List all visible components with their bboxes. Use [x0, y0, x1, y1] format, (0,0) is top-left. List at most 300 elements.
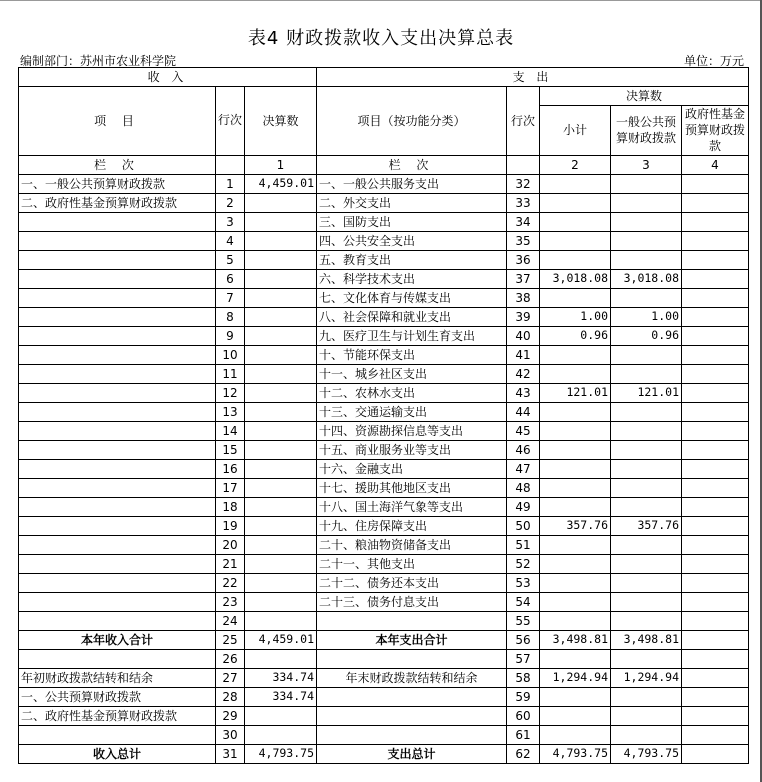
general-budget-cell [611, 288, 682, 307]
subtotal-cell [540, 725, 611, 744]
gov-fund-cell [682, 649, 749, 668]
table-row [19, 345, 749, 364]
income-item-cell [19, 573, 216, 592]
income-amount-cell [245, 383, 317, 402]
expense-item-cell: 年末财政拨款结转和结余 [317, 668, 507, 687]
income-amount-cell [245, 345, 317, 364]
expense-item-cell: 八、社会保障和就业支出 [317, 307, 507, 326]
income-item-cell [19, 402, 216, 421]
general-budget-cell [611, 193, 682, 212]
income-item-cell: 年初财政拨款结转和结余 [19, 668, 216, 687]
income-item-cell [19, 307, 216, 326]
subtotal-cell [540, 649, 611, 668]
table-row [19, 250, 749, 269]
income-row-no-cell: 19 [216, 516, 245, 535]
subtotal-cell [540, 535, 611, 554]
table-row [19, 535, 749, 554]
income-amount-cell [245, 231, 317, 250]
general-budget-cell [611, 250, 682, 269]
income-amount-cell [245, 611, 317, 630]
col-index-empty-1 [216, 155, 245, 174]
general-budget-cell [611, 364, 682, 383]
income-row-no-cell: 9 [216, 326, 245, 345]
table-row [19, 706, 749, 725]
income-row-no-cell: 25 [216, 630, 245, 649]
final-amount-header: 决算数 [245, 87, 317, 156]
expense-row-no-cell: 53 [507, 573, 540, 592]
income-section-header: 收 入 [19, 68, 317, 87]
income-amount-cell [245, 250, 317, 269]
income-item-cell [19, 459, 216, 478]
income-row-no-cell: 4 [216, 231, 245, 250]
general-budget-cell [611, 725, 682, 744]
subtotal-cell [540, 554, 611, 573]
subtotal-cell [540, 288, 611, 307]
expense-row-no-cell: 41 [507, 345, 540, 364]
expense-item-cell: 十、节能环保支出 [317, 345, 507, 364]
table-row [19, 497, 749, 516]
income-row-no-cell: 14 [216, 421, 245, 440]
income-amount-cell [245, 364, 317, 383]
general-budget-header: 一般公共预算财政拨款 [611, 106, 682, 156]
table-row [19, 174, 749, 193]
col-index-4: 4 [682, 155, 749, 174]
header-row-sections [19, 68, 749, 87]
gov-fund-cell [682, 402, 749, 421]
general-budget-cell: 1.00 [611, 307, 682, 326]
unit-label: 单位：万元 [683, 54, 744, 68]
gov-fund-cell [682, 554, 749, 573]
gov-fund-cell [682, 573, 749, 592]
subtotal-cell: 4,793.75 [540, 744, 611, 763]
subtotal-cell [540, 459, 611, 478]
income-item-cell [19, 326, 216, 345]
income-item-cell: 二、政府性基金预算财政拨款 [19, 706, 216, 725]
expense-item-cell [317, 725, 507, 744]
table-row [19, 725, 749, 744]
expense-row-no-cell: 60 [507, 706, 540, 725]
income-item-cell [19, 725, 216, 744]
subtotal-cell [540, 592, 611, 611]
subtotal-cell [540, 421, 611, 440]
gov-fund-cell [682, 326, 749, 345]
gov-fund-cell [682, 611, 749, 630]
income-row-no-cell: 30 [216, 725, 245, 744]
income-row-no-cell: 20 [216, 535, 245, 554]
gov-fund-cell [682, 364, 749, 383]
expense-item-cell [317, 687, 507, 706]
income-amount-cell [245, 478, 317, 497]
expense-row-no-cell: 58 [507, 668, 540, 687]
income-row-no-cell: 28 [216, 687, 245, 706]
table-row [19, 668, 749, 687]
general-budget-cell: 0.96 [611, 326, 682, 345]
general-budget-cell [611, 440, 682, 459]
subtotal-cell [540, 687, 611, 706]
expense-row-no-cell: 61 [507, 725, 540, 744]
income-item-cell [19, 535, 216, 554]
subtotal-cell [540, 497, 611, 516]
income-item-cell [19, 383, 216, 402]
col-index-2: 2 [540, 155, 611, 174]
row-no-header-2: 行次 [507, 87, 540, 156]
table-row [19, 440, 749, 459]
gov-fund-cell [682, 535, 749, 554]
table-row [19, 611, 749, 630]
gov-fund-cell [682, 592, 749, 611]
budget-summary-table [18, 67, 749, 764]
gov-fund-cell [682, 440, 749, 459]
gov-fund-header: 政府性基金预算财政拨款 [682, 106, 749, 156]
general-budget-cell: 357.76 [611, 516, 682, 535]
expense-row-no-cell: 52 [507, 554, 540, 573]
income-row-no-cell: 24 [216, 611, 245, 630]
gov-fund-cell [682, 459, 749, 478]
expense-item-cell: 二十、粮油物资储备支出 [317, 535, 507, 554]
general-budget-cell [611, 687, 682, 706]
expense-item-cell: 十一、城乡社区支出 [317, 364, 507, 383]
income-row-no-cell: 2 [216, 193, 245, 212]
income-amount-cell [245, 725, 317, 744]
table-row [19, 402, 749, 421]
expense-item-cell: 十四、资源勘探信息等支出 [317, 421, 507, 440]
table-row [19, 269, 749, 288]
table-row [19, 421, 749, 440]
expense-item-cell: 二十二、债务还本支出 [317, 573, 507, 592]
expense-row-no-cell: 37 [507, 269, 540, 288]
page-title: 表4 财政拨款收入支出决算总表 [247, 28, 515, 49]
expense-row-no-cell: 59 [507, 687, 540, 706]
expense-row-no-cell: 35 [507, 231, 540, 250]
table-row [19, 231, 749, 250]
general-budget-cell [611, 611, 682, 630]
general-budget-cell [611, 706, 682, 725]
general-budget-cell [611, 649, 682, 668]
subtotal-cell: 3,498.81 [540, 630, 611, 649]
subtotal-cell: 121.01 [540, 383, 611, 402]
expense-item-cell: 十三、交通运输支出 [317, 402, 507, 421]
income-amount-cell [245, 554, 317, 573]
income-item-cell [19, 440, 216, 459]
subtotal-cell: 357.76 [540, 516, 611, 535]
income-row-no-cell: 29 [216, 706, 245, 725]
subtotal-cell: 3,018.08 [540, 269, 611, 288]
income-item-cell [19, 497, 216, 516]
expense-row-no-cell: 34 [507, 212, 540, 231]
table-row [19, 516, 749, 535]
income-amount-cell: 334.74 [245, 687, 317, 706]
expense-row-no-cell: 42 [507, 364, 540, 383]
income-item-cell [19, 364, 216, 383]
expense-row-no-cell: 50 [507, 516, 540, 535]
income-amount-cell [245, 535, 317, 554]
subtotal-cell [540, 611, 611, 630]
table-row [19, 573, 749, 592]
col-index-1: 1 [245, 155, 317, 174]
general-budget-cell [611, 573, 682, 592]
income-row-no-cell: 21 [216, 554, 245, 573]
expense-section-header: 支 出 [317, 68, 749, 87]
expense-row-no-cell: 49 [507, 497, 540, 516]
gov-fund-cell [682, 307, 749, 326]
table-row [19, 383, 749, 402]
income-item-cell [19, 250, 216, 269]
income-amount-cell [245, 459, 317, 478]
subtotal-cell [540, 231, 611, 250]
income-item-cell: 收入总计 [19, 744, 216, 763]
gov-fund-cell [682, 744, 749, 763]
expense-row-no-cell: 44 [507, 402, 540, 421]
income-item-cell [19, 345, 216, 364]
table-row [19, 630, 749, 649]
general-budget-cell: 121.01 [611, 383, 682, 402]
table-row [19, 649, 749, 668]
expense-row-no-cell: 55 [507, 611, 540, 630]
income-row-no-cell: 3 [216, 212, 245, 231]
income-amount-cell: 334.74 [245, 668, 317, 687]
income-row-no-cell: 11 [216, 364, 245, 383]
expense-item-cell: 二、外交支出 [317, 193, 507, 212]
general-budget-cell [611, 592, 682, 611]
general-budget-cell [611, 497, 682, 516]
expense-item-cell: 十八、国土海洋气象等支出 [317, 497, 507, 516]
subtotal-cell: 1,294.94 [540, 668, 611, 687]
table-row [19, 744, 749, 763]
income-amount-cell [245, 421, 317, 440]
subtotal-cell [540, 193, 611, 212]
gov-fund-cell [682, 212, 749, 231]
income-item-cell [19, 231, 216, 250]
table-row [19, 307, 749, 326]
income-item-cell [19, 212, 216, 231]
general-budget-cell [611, 212, 682, 231]
expense-row-no-cell: 54 [507, 592, 540, 611]
income-item-cell [19, 649, 216, 668]
income-amount-cell [245, 402, 317, 421]
gov-fund-cell [682, 288, 749, 307]
expense-item-cell: 七、文化体育与传媒支出 [317, 288, 507, 307]
gov-fund-cell [682, 687, 749, 706]
expense-item-cell: 三、国防支出 [317, 212, 507, 231]
income-amount-cell [245, 440, 317, 459]
subtotal-cell [540, 706, 611, 725]
income-amount-cell [245, 649, 317, 668]
general-budget-cell [611, 231, 682, 250]
income-row-no-cell: 15 [216, 440, 245, 459]
expense-row-no-cell: 45 [507, 421, 540, 440]
general-budget-cell: 3,498.81 [611, 630, 682, 649]
item-header: 项 目 [19, 87, 216, 156]
income-row-no-cell: 27 [216, 668, 245, 687]
expense-row-no-cell: 33 [507, 193, 540, 212]
column-index-row [19, 155, 749, 174]
income-item-cell [19, 592, 216, 611]
general-budget-cell [611, 459, 682, 478]
col-index-3: 3 [611, 155, 682, 174]
gov-fund-cell [682, 269, 749, 288]
expense-item-cell [317, 649, 507, 668]
table-row [19, 459, 749, 478]
income-amount-cell [245, 269, 317, 288]
table-row [19, 554, 749, 573]
income-item-cell [19, 516, 216, 535]
gov-fund-cell [682, 497, 749, 516]
income-row-no-cell: 12 [216, 383, 245, 402]
income-item-cell [19, 421, 216, 440]
income-amount-cell [245, 592, 317, 611]
income-row-no-cell: 23 [216, 592, 245, 611]
income-amount-cell: 4,459.01 [245, 630, 317, 649]
expense-row-no-cell: 51 [507, 535, 540, 554]
income-amount-cell [245, 706, 317, 725]
expense-row-no-cell: 36 [507, 250, 540, 269]
expense-item-cell: 一、一般公共服务支出 [317, 174, 507, 193]
general-budget-cell: 3,018.08 [611, 269, 682, 288]
income-amount-cell [245, 573, 317, 592]
income-item-cell [19, 288, 216, 307]
final-amount-header-2: 决算数 [540, 87, 749, 106]
expense-row-no-cell: 62 [507, 744, 540, 763]
gov-fund-cell [682, 421, 749, 440]
general-budget-cell [611, 554, 682, 573]
expense-row-no-cell: 38 [507, 288, 540, 307]
expense-item-cell: 五、教育支出 [317, 250, 507, 269]
table-row [19, 288, 749, 307]
subtotal-cell [540, 250, 611, 269]
income-row-no-cell: 8 [216, 307, 245, 326]
expense-row-no-cell: 40 [507, 326, 540, 345]
gov-fund-cell [682, 250, 749, 269]
income-item-cell [19, 611, 216, 630]
table-row [19, 592, 749, 611]
general-budget-cell: 1,294.94 [611, 668, 682, 687]
gov-fund-cell [682, 630, 749, 649]
gov-fund-cell [682, 231, 749, 250]
income-item-cell [19, 478, 216, 497]
expense-item-cell: 九、医疗卫生与计划生育支出 [317, 326, 507, 345]
expense-row-no-cell: 43 [507, 383, 540, 402]
table-row [19, 193, 749, 212]
income-item-cell: 本年收入合计 [19, 630, 216, 649]
expense-item-cell: 本年支出合计 [317, 630, 507, 649]
header-row-1 [19, 87, 749, 106]
gov-fund-cell [682, 174, 749, 193]
expense-item-cell: 二十一、其他支出 [317, 554, 507, 573]
income-row-no-cell: 13 [216, 402, 245, 421]
subtotal-cell [540, 212, 611, 231]
row-no-header: 行次 [216, 87, 245, 156]
income-row-no-cell: 10 [216, 345, 245, 364]
gov-fund-cell [682, 478, 749, 497]
expense-row-no-cell: 57 [507, 649, 540, 668]
income-item-cell [19, 269, 216, 288]
expense-row-no-cell: 32 [507, 174, 540, 193]
expense-row-no-cell: 39 [507, 307, 540, 326]
income-amount-cell [245, 212, 317, 231]
subtotal-header: 小计 [540, 106, 611, 156]
income-row-no-cell: 17 [216, 478, 245, 497]
income-amount-cell: 4,793.75 [245, 744, 317, 763]
gov-fund-cell [682, 725, 749, 744]
gov-fund-cell [682, 516, 749, 535]
general-budget-cell [611, 421, 682, 440]
col-label-left: 栏 次 [19, 155, 216, 174]
expense-item-cell: 十七、援助其他地区支出 [317, 478, 507, 497]
expense-item-cell [317, 706, 507, 725]
income-row-no-cell: 22 [216, 573, 245, 592]
table-row [19, 687, 749, 706]
expense-row-no-cell: 48 [507, 478, 540, 497]
income-item-cell: 一、一般公共预算财政拨款 [19, 174, 216, 193]
gov-fund-cell [682, 383, 749, 402]
income-row-no-cell: 18 [216, 497, 245, 516]
gov-fund-cell [682, 668, 749, 687]
general-budget-cell [611, 345, 682, 364]
income-row-no-cell: 6 [216, 269, 245, 288]
subtotal-cell [540, 573, 611, 592]
income-amount-cell [245, 288, 317, 307]
expense-item-cell: 支出总计 [317, 744, 507, 763]
table-row [19, 364, 749, 383]
col-index-empty-2 [507, 155, 540, 174]
expense-item-cell: 十五、商业服务业等支出 [317, 440, 507, 459]
expense-item-cell: 二十三、债务付息支出 [317, 592, 507, 611]
general-budget-cell [611, 174, 682, 193]
subtotal-cell [540, 174, 611, 193]
expense-row-no-cell: 47 [507, 459, 540, 478]
general-budget-cell: 4,793.75 [611, 744, 682, 763]
gov-fund-cell [682, 345, 749, 364]
income-item-cell: 二、政府性基金预算财政拨款 [19, 193, 216, 212]
col-label-right: 栏 次 [317, 155, 507, 174]
expense-item-cell [317, 611, 507, 630]
income-row-no-cell: 16 [216, 459, 245, 478]
gov-fund-cell [682, 706, 749, 725]
income-amount-cell [245, 193, 317, 212]
income-amount-cell [245, 497, 317, 516]
gov-fund-cell [682, 193, 749, 212]
income-row-no-cell: 5 [216, 250, 245, 269]
expense-item-cell: 十六、金融支出 [317, 459, 507, 478]
subtotal-cell [540, 478, 611, 497]
income-amount-cell [245, 307, 317, 326]
expense-item-cell: 十二、农林水支出 [317, 383, 507, 402]
expense-item-cell: 六、科学技术支出 [317, 269, 507, 288]
table-row [19, 326, 749, 345]
expense-row-no-cell: 56 [507, 630, 540, 649]
subtotal-cell [540, 402, 611, 421]
general-budget-cell [611, 535, 682, 554]
income-amount-cell [245, 516, 317, 535]
income-item-cell [19, 554, 216, 573]
compiling-department: 编制部门：苏州市农业科学院 [20, 54, 177, 68]
subtotal-cell [540, 345, 611, 364]
subtotal-cell [540, 440, 611, 459]
expense-item-cell: 四、公共安全支出 [317, 231, 507, 250]
income-row-no-cell: 7 [216, 288, 245, 307]
expense-row-no-cell: 46 [507, 440, 540, 459]
subtotal-cell [540, 364, 611, 383]
income-item-cell: 一、公共预算财政拨款 [19, 687, 216, 706]
subtotal-cell: 0.96 [540, 326, 611, 345]
table-row [19, 478, 749, 497]
function-item-header: 项目（按功能分类） [317, 87, 507, 156]
general-budget-cell [611, 478, 682, 497]
income-amount-cell: 4,459.01 [245, 174, 317, 193]
income-amount-cell [245, 326, 317, 345]
income-row-no-cell: 1 [216, 174, 245, 193]
subtotal-cell: 1.00 [540, 307, 611, 326]
